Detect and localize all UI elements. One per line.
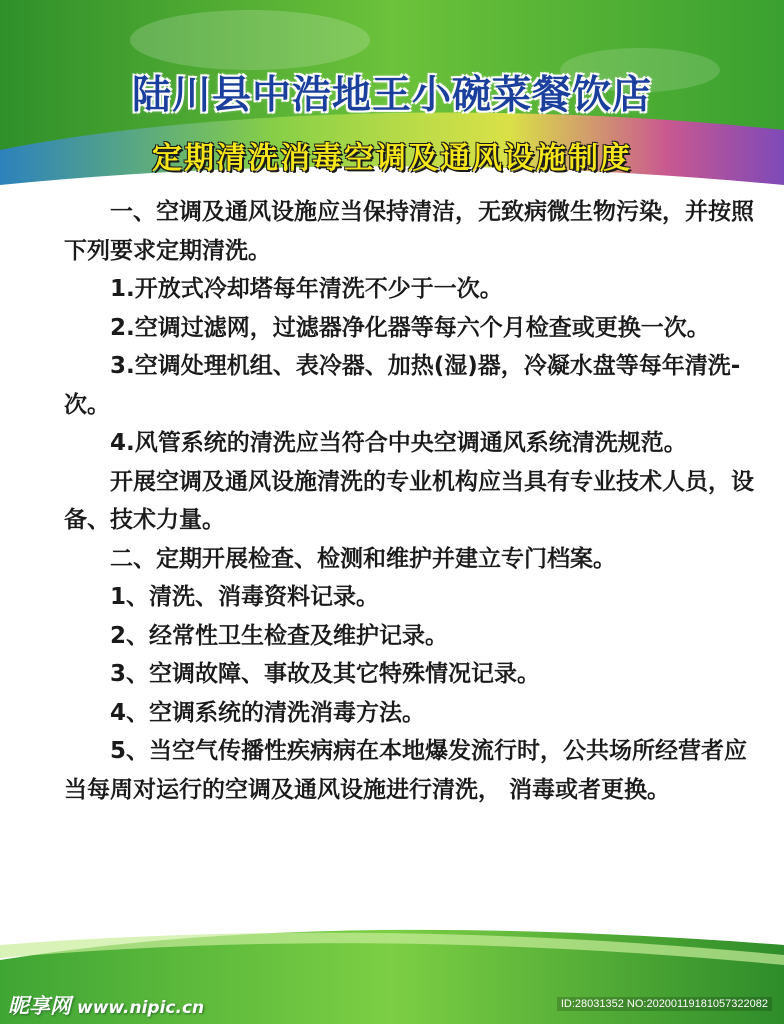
regulation-body [64, 193, 760, 809]
paragraph: 5、当空气传播性疾病病在本地爆发流行时，公共场所经营者应当每周对运行的空调及通风设施进行清洗， 消毒或者更换。 [64, 738, 748, 803]
paragraph: 一、空调及通风设施应当保持清洁，无致病微生物污染，并按照下列要求定期清洗。 [64, 199, 754, 264]
paragraph: 开展空调及通风设施清洗的专业机构应当具有专业技术人员，设备、技术力量。 [64, 468, 754, 533]
paragraph: 2.空调过滤网，过滤器净化器等每六个月检查或更换一次。 [110, 314, 710, 341]
paragraph: 3、空调故障、事故及其它特殊情况记录。 [110, 661, 541, 687]
paragraph: 3.空调处理机组、表冷器、加热(湿)器，冷凝水盘等每年清洗-次。 [64, 353, 741, 418]
paragraph: 二、定期开展检查、检测和维护并建立专门档案。 [110, 545, 616, 572]
page-subtitle: 定期清洗消毒空调及通风设施制度 [152, 141, 632, 176]
watermark-logo-text: 昵享网 [8, 994, 71, 1018]
watermark-id: ID:28031352 NO:20200119181057322082 [557, 997, 772, 1011]
paragraph: 4、空调系统的清洗消毒方法。 [110, 699, 426, 726]
watermark-url: www.nipic.cn [77, 998, 205, 1018]
watermark-logo [8, 990, 204, 1020]
paragraph: 2、经常性卫生检查及维护记录。 [110, 622, 449, 649]
paragraph: 4.风管系统的清洗应当符合中央空调通风系统清洗规范。 [110, 430, 687, 456]
paragraph: 1.开放式冷却塔每年清洗不少于一次。 [110, 276, 503, 302]
page-title: 陆川县中浩地王小碗菜餐饮店 [131, 73, 652, 118]
paragraph: 1、清洗、消毒资料记录。 [110, 584, 380, 610]
